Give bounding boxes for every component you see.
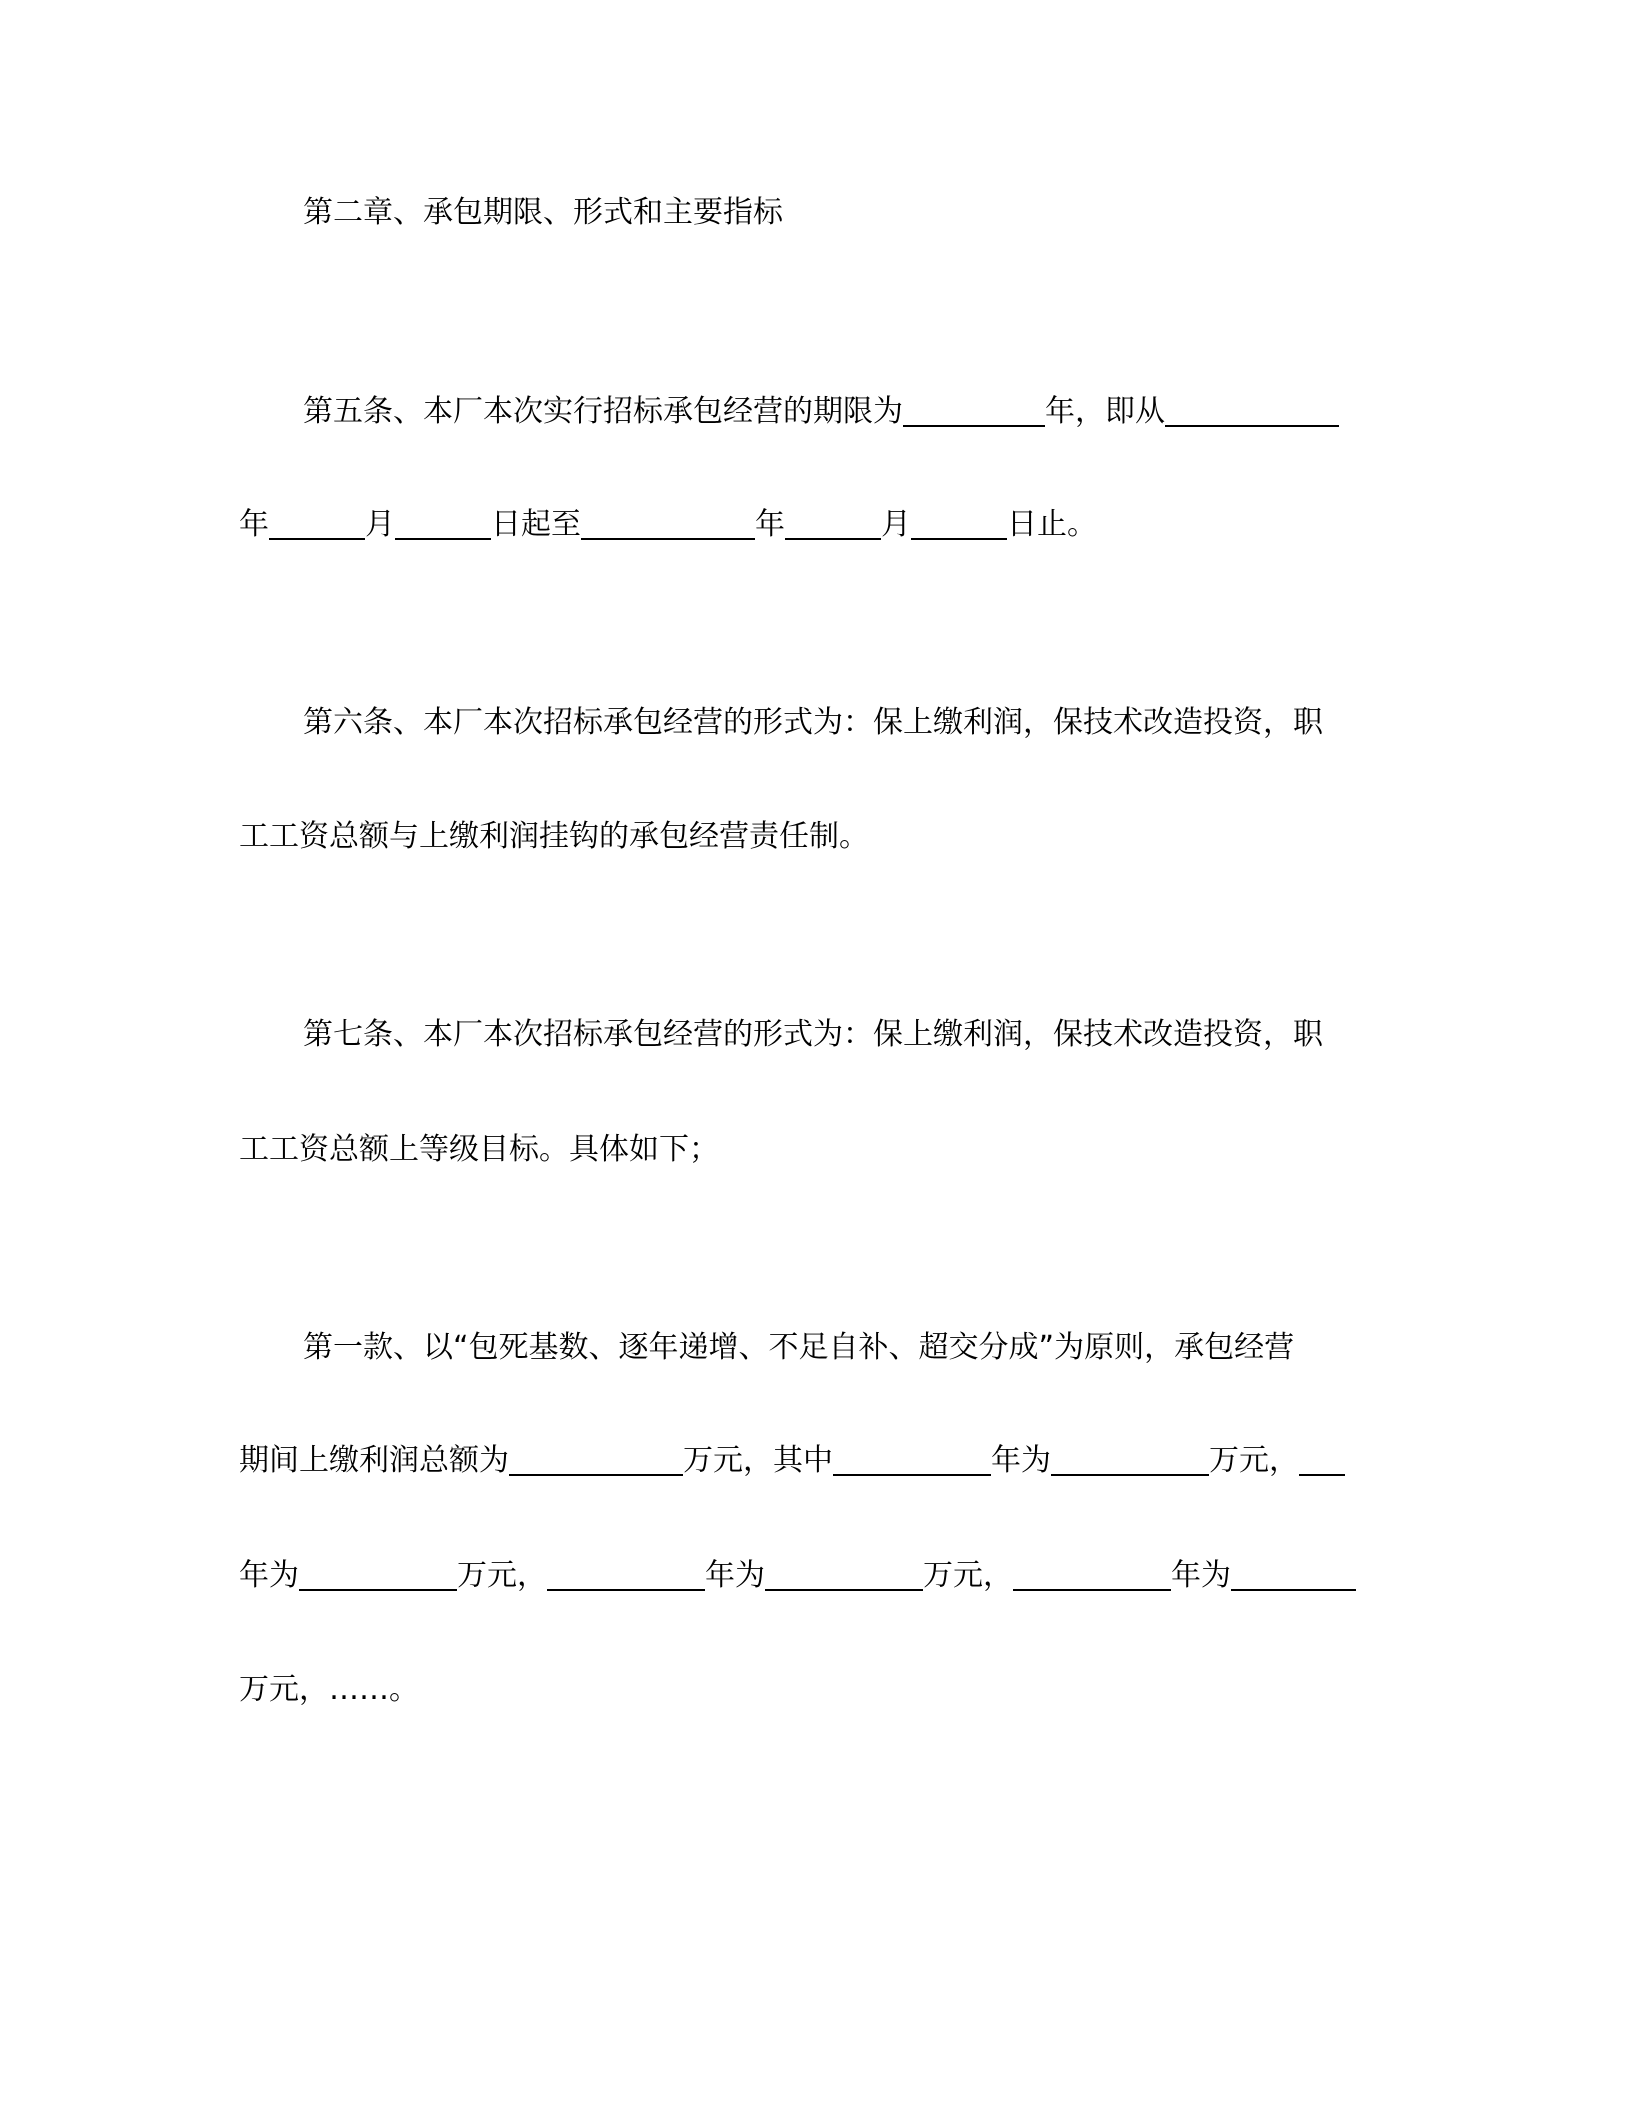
text-year-2: 年 — [755, 507, 785, 542]
year-4-blank — [1013, 1557, 1171, 1591]
clause-1-text-e: 年为 — [239, 1558, 299, 1593]
text-month-2: 月 — [881, 507, 911, 542]
years-blank — [903, 393, 1045, 427]
clause-1-text-d: 万元， — [1209, 1443, 1299, 1478]
clause-1-text-b: 万元，其中 — [683, 1443, 833, 1478]
clause-1-text-c: 年为 — [991, 1443, 1051, 1478]
clause-1-text-f: 万元， — [457, 1558, 547, 1593]
amount-1-blank — [1051, 1442, 1209, 1476]
clause-1-line-4: 万元，……。 — [239, 1672, 419, 1707]
article-7-line-1: 第七条、本厂本次招标承包经营的形式为：保上缴利润，保技术改造投资，职 — [303, 1017, 1323, 1052]
article-5-text-b: 年，即从 — [1045, 394, 1165, 429]
text-day-to: 日起至 — [491, 507, 581, 542]
clause-1-line-3 — [239, 1556, 1356, 1596]
clause-1-line-1: 第一款、以“包死基数、逐年递增、不足自补、超交分成”为原则，承包经营 — [303, 1330, 1295, 1365]
article-7-line-2: 工工资总额上等级目标。具体如下； — [239, 1132, 719, 1167]
chapter-title: 第二章、承包期限、形式和主要指标 — [303, 195, 783, 230]
year-2-blank-start — [1299, 1442, 1345, 1476]
text-month: 月 — [365, 507, 395, 542]
amount-4-blank — [1231, 1557, 1356, 1591]
article-5-line-2 — [239, 505, 1097, 545]
text-day-end: 日止。 — [1007, 507, 1097, 542]
clause-1-text-g: 年为 — [705, 1558, 765, 1593]
year-3-blank — [547, 1557, 705, 1591]
end-day-blank — [911, 506, 1007, 540]
start-day-blank — [395, 506, 491, 540]
clause-1-line-2 — [239, 1441, 1345, 1481]
clause-1-text-i: 年为 — [1171, 1558, 1231, 1593]
amount-2-blank — [299, 1557, 457, 1591]
text-year: 年 — [239, 507, 269, 542]
end-year-blank — [581, 506, 755, 540]
clause-1-text-a: 期间上缴利润总额为 — [239, 1443, 509, 1478]
article-5-text-a: 第五条、本厂本次实行招标承包经营的期限为 — [303, 394, 903, 429]
amount-3-blank — [765, 1557, 923, 1591]
article-5-line-1 — [303, 392, 1339, 432]
article-6-line-2: 工工资总额与上缴利润挂钩的承包经营责任制。 — [239, 819, 869, 854]
end-month-blank — [785, 506, 881, 540]
start-month-blank — [269, 506, 365, 540]
article-6-line-1: 第六条、本厂本次招标承包经营的形式为：保上缴利润，保技术改造投资，职 — [303, 705, 1323, 740]
clause-1-text-h: 万元， — [923, 1558, 1013, 1593]
total-profit-blank — [509, 1442, 683, 1476]
start-year-blank — [1165, 393, 1339, 427]
year-1-blank — [833, 1442, 991, 1476]
